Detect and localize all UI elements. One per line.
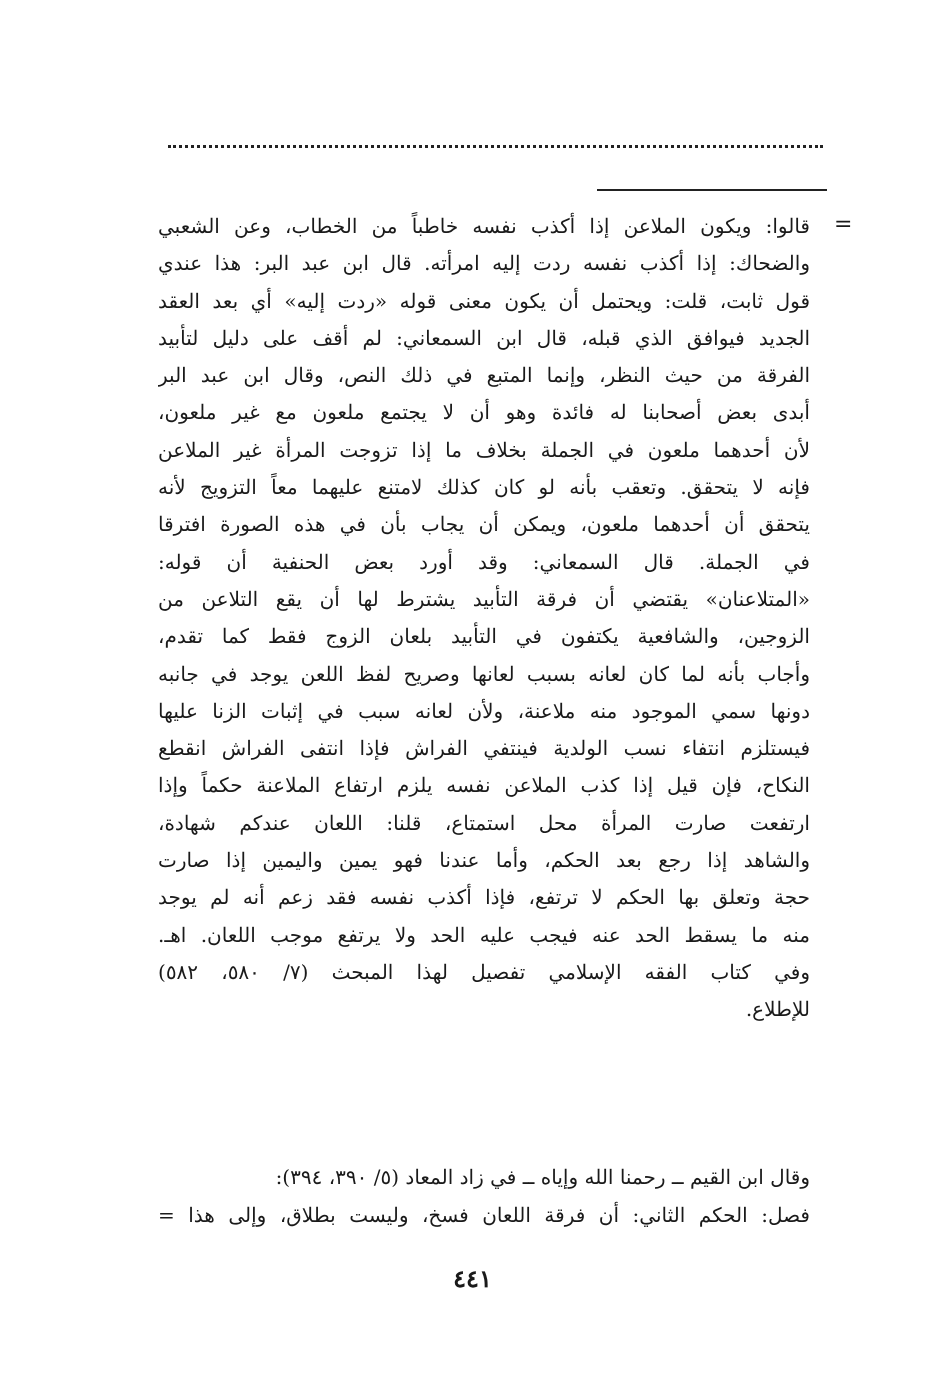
quote-block bbox=[158, 1158, 810, 1234]
page-number: ٤٤١ bbox=[453, 1264, 492, 1293]
text-line: «المتلاعنان» يقتضي أن فرقة التأبيد يشترط لها أن يقع التلاعن من bbox=[158, 586, 810, 611]
text-line: الفرقة من حيث النظر، وإنما المتبع في ذلك النص، وقال ابن عبد البر bbox=[158, 363, 810, 388]
text-line: فيستلزم انتفاء نسب الولدية فينتفي الفراش فإذا انتفى الفراش انقطع bbox=[158, 736, 810, 761]
header-dotted-rule bbox=[168, 145, 823, 148]
text-line: أبدى بعض أصحابنا له فائدة وهو أن لا يجتمع ملعون مع غير ملعون، bbox=[158, 400, 810, 425]
text-line: يتحقق أن أحدهما ملعون، ويمكن أن يجاب بأن في هذه الصورة افترقا bbox=[158, 512, 810, 537]
quote-line: فصل: الحكم الثاني: أن فرقة اللعان فسخ، وليست بطلاق، وإلى هذا = bbox=[158, 1203, 810, 1227]
text-line: وأجاب بأنه لما كان لعانه بسبب لعانها وصريح لفظ اللعن يوجد في جانبه bbox=[158, 661, 810, 686]
text-line: قالوا: ويكون الملاعن إذا أكذب نفسه خاطباً من الخطاب، وعن الشعبي bbox=[158, 214, 810, 238]
text-line: في الجملة. قال السمعاني: وقد أورد بعض الحنفية أن قوله: bbox=[158, 549, 810, 574]
text-line: والضحاك: إذا أكذب نفسه ردت إليه امرأته. قال ابن عبد البر: هذا عندي bbox=[158, 251, 810, 276]
text-line: الجديد فيوافق الذي قبله، قال ابن السمعاني: لم أقف على دليل لتأبيد bbox=[158, 325, 810, 350]
text-line: للإطلاع. bbox=[745, 997, 810, 1022]
continuation-mark: = bbox=[834, 212, 853, 237]
text-line: فإنه لا يتحقق. وتعقب بأنه لو كان كذلك لامتنع عليهما معاً التزويج لأنه bbox=[158, 475, 810, 500]
footnote-separator-rule bbox=[597, 189, 827, 191]
text-line: قول ثابت، قلت: ويحتمل أن يكون معنى قوله «ردت إليه» أي بعد العقد bbox=[158, 288, 810, 313]
text-line: الزوجين، والشافعية يكتفون في التأبيد بلعان الزوج فقط كما تقدم، bbox=[158, 624, 810, 649]
text-line: النكاح، فإن قيل إذا كذب الملاعن نفسه يلزم ارتفاع الملاعنة حكماً وإذا bbox=[158, 773, 810, 798]
text-line: وفي كتاب الفقه الإسلامي تفصيل لهذا المبحث (٧/ ٥٨٠، ٥٨٢) bbox=[158, 959, 810, 984]
text-line: لأن أحدهما ملعون في الجملة بخلاف ما إذا تزوجت المرأة غير الملاعن bbox=[158, 437, 810, 462]
text-line: حجة وتعلق بها الحكم لا ترتفع، فإذا أكذب نفسه فقد زعم أنه لم يوجد bbox=[158, 885, 810, 910]
footnote-text-block bbox=[158, 208, 810, 1029]
text-line: منه ما يسقط الحد عنه فيجب عليه الحد ولا يرتفع موجب اللعان. اهـ. bbox=[158, 922, 810, 947]
text-line: ارتفعت صارت المرأة محل استمتاع، قلنا: اللعان عندكم شهادة، bbox=[158, 810, 810, 835]
quote-line: وقال ابن القيم ــ رحمنا الله وإياه ــ في زاد المعاد (٥/ ٣٩٠، ٣٩٤): bbox=[275, 1165, 810, 1189]
text-line: والشاهد إذا رجع بعد الحكم، وأما عندنا فهو يمين واليمين إذا صارت bbox=[158, 848, 810, 873]
text-line: دونها سمي الموجود منه ملاعنة، ولأن لعانه سبب في إثبات الزنا عليها bbox=[158, 698, 810, 723]
